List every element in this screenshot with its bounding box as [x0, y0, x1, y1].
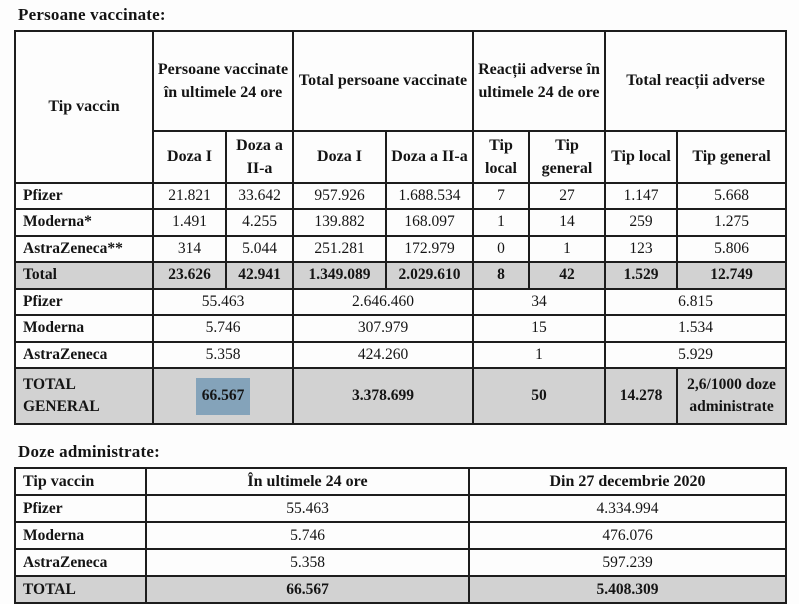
header-tip-vaccin: Tip vaccin — [15, 31, 153, 183]
table-row-astrazeneca-summary — [15, 342, 786, 368]
table-row-total — [15, 576, 786, 603]
group-header-row — [15, 31, 786, 131]
table-row-astrazeneca — [15, 236, 786, 262]
table-cell: 5.358 — [146, 549, 469, 576]
table-cell: 4.334.994 — [469, 495, 786, 522]
table-cell: 307.979 — [293, 315, 473, 341]
table-cell: 23.626 — [153, 262, 226, 288]
table-cell: 597.239 — [469, 549, 786, 576]
section-title-doze-administrate: Doze administrate: — [18, 442, 160, 462]
table-cell: 5.746 — [146, 522, 469, 549]
row-label: Moderna — [15, 522, 146, 549]
row-label: AstraZeneca — [15, 342, 153, 368]
table-row-moderna-summary — [15, 315, 786, 341]
table-cell: 4.255 — [226, 209, 293, 235]
row-label: Total — [15, 262, 153, 288]
row-label: TOTAL — [15, 576, 146, 603]
table-cell: 5.044 — [226, 236, 293, 262]
table-row-moderna — [15, 209, 786, 235]
table-cell: 42 — [529, 262, 605, 288]
table-cell: 123 — [605, 236, 677, 262]
table-cell: 66.567 — [146, 576, 469, 603]
table-cell: 14 — [529, 209, 605, 235]
table-cell: 1 — [473, 342, 605, 368]
table-row-moderna — [15, 522, 786, 549]
subheader-doza1-24h: Doza I — [153, 131, 226, 183]
table-row-total-general — [15, 368, 786, 424]
table-cell: 172.979 — [386, 236, 473, 262]
header-row — [15, 468, 786, 495]
table-cell: 15 — [473, 315, 605, 341]
table-cell: 5.929 — [605, 342, 786, 368]
header-tip-vaccin: Tip vaccin — [15, 468, 146, 495]
table-cell: 139.882 — [293, 209, 386, 235]
row-label: AstraZeneca** — [15, 236, 153, 262]
table-cell: 7 — [473, 183, 529, 209]
table-cell-rate: 2,6/1000 doze administrate — [677, 368, 786, 424]
row-label: Pfizer — [15, 289, 153, 315]
subheader-doza2-total: Doza a II-a — [386, 131, 473, 183]
table-cell: 6.815 — [605, 289, 786, 315]
table-row-astrazeneca — [15, 549, 786, 576]
section-title-persoane-vaccinate: Persoane vaccinate: — [18, 5, 166, 24]
table-cell: 1 — [473, 209, 529, 235]
table-row-total — [15, 262, 786, 288]
highlighted-selection: 66.567 — [196, 378, 251, 414]
table-cell-total-general-24h — [153, 368, 293, 424]
table-cell: 55.463 — [146, 495, 469, 522]
subheader-tip-general-total: Tip general — [677, 131, 786, 183]
table-cell: 0 — [473, 236, 529, 262]
subheader-tip-local-total: Tip local — [605, 131, 677, 183]
header-since-27-dec: Din 27 decembrie 2020 — [469, 468, 786, 495]
table-cell: 168.097 — [386, 209, 473, 235]
header-total-vaccinated: Total persoane vaccinate — [293, 31, 473, 131]
table-cell: 957.926 — [293, 183, 386, 209]
table-row-pfizer — [15, 183, 786, 209]
table-cell: 259 — [605, 209, 677, 235]
table-cell: 1.534 — [605, 315, 786, 341]
table-cell: 1.275 — [677, 209, 786, 235]
row-label: AstraZeneca — [15, 549, 146, 576]
table-cell: 21.821 — [153, 183, 226, 209]
table-cell: 1.529 — [605, 262, 677, 288]
table-cell: 1.349.089 — [293, 262, 386, 288]
row-label: Moderna — [15, 315, 153, 341]
row-label: TOTAL GENERAL — [15, 368, 153, 424]
table-cell: 34 — [473, 289, 605, 315]
row-label: Pfizer — [15, 495, 146, 522]
vaccinated-persons-table — [14, 30, 787, 425]
table-cell: 5.668 — [677, 183, 786, 209]
table-cell: 1.147 — [605, 183, 677, 209]
table-cell: 3.378.699 — [293, 368, 473, 424]
table-cell: 27 — [529, 183, 605, 209]
table-cell: 424.260 — [293, 342, 473, 368]
table-cell: 251.281 — [293, 236, 386, 262]
table-cell: 5.408.309 — [469, 576, 786, 603]
table-cell: 476.076 — [469, 522, 786, 549]
table-cell: 8 — [473, 262, 529, 288]
administered-doses-table — [14, 467, 787, 604]
table-cell: 33.642 — [226, 183, 293, 209]
table-cell: 1 — [529, 236, 605, 262]
table-cell: 42.941 — [226, 262, 293, 288]
table-cell: 55.463 — [153, 289, 293, 315]
header-vaccinated-24h: Persoane vaccinate în ultimele 24 ore — [153, 31, 293, 131]
table-cell: 12.749 — [677, 262, 786, 288]
row-label: Moderna* — [15, 209, 153, 235]
table-cell: 14.278 — [605, 368, 677, 424]
table-cell: 1.491 — [153, 209, 226, 235]
subheader-tip-local-24h: Tip local — [473, 131, 529, 183]
header-last-24h: În ultimele 24 ore — [146, 468, 469, 495]
table-cell: 2.029.610 — [386, 262, 473, 288]
row-label: Pfizer — [15, 183, 153, 209]
header-total-adverse-reactions: Total reacții adverse — [605, 31, 786, 131]
subheader-doza2-24h: Doza a II-a — [226, 131, 293, 183]
table-cell: 5.806 — [677, 236, 786, 262]
table-cell: 5.358 — [153, 342, 293, 368]
table-cell: 314 — [153, 236, 226, 262]
table-row-pfizer — [15, 495, 786, 522]
table-cell: 5.746 — [153, 315, 293, 341]
table-cell: 2.646.460 — [293, 289, 473, 315]
table-cell: 1.688.534 — [386, 183, 473, 209]
subheader-doza1-total: Doza I — [293, 131, 386, 183]
table-row-pfizer-summary — [15, 289, 786, 315]
table-cell: 50 — [473, 368, 605, 424]
header-adverse-reactions-24h: Reacții adverse în ultimele 24 de ore — [473, 31, 605, 131]
subheader-tip-general-24h: Tip general — [529, 131, 605, 183]
